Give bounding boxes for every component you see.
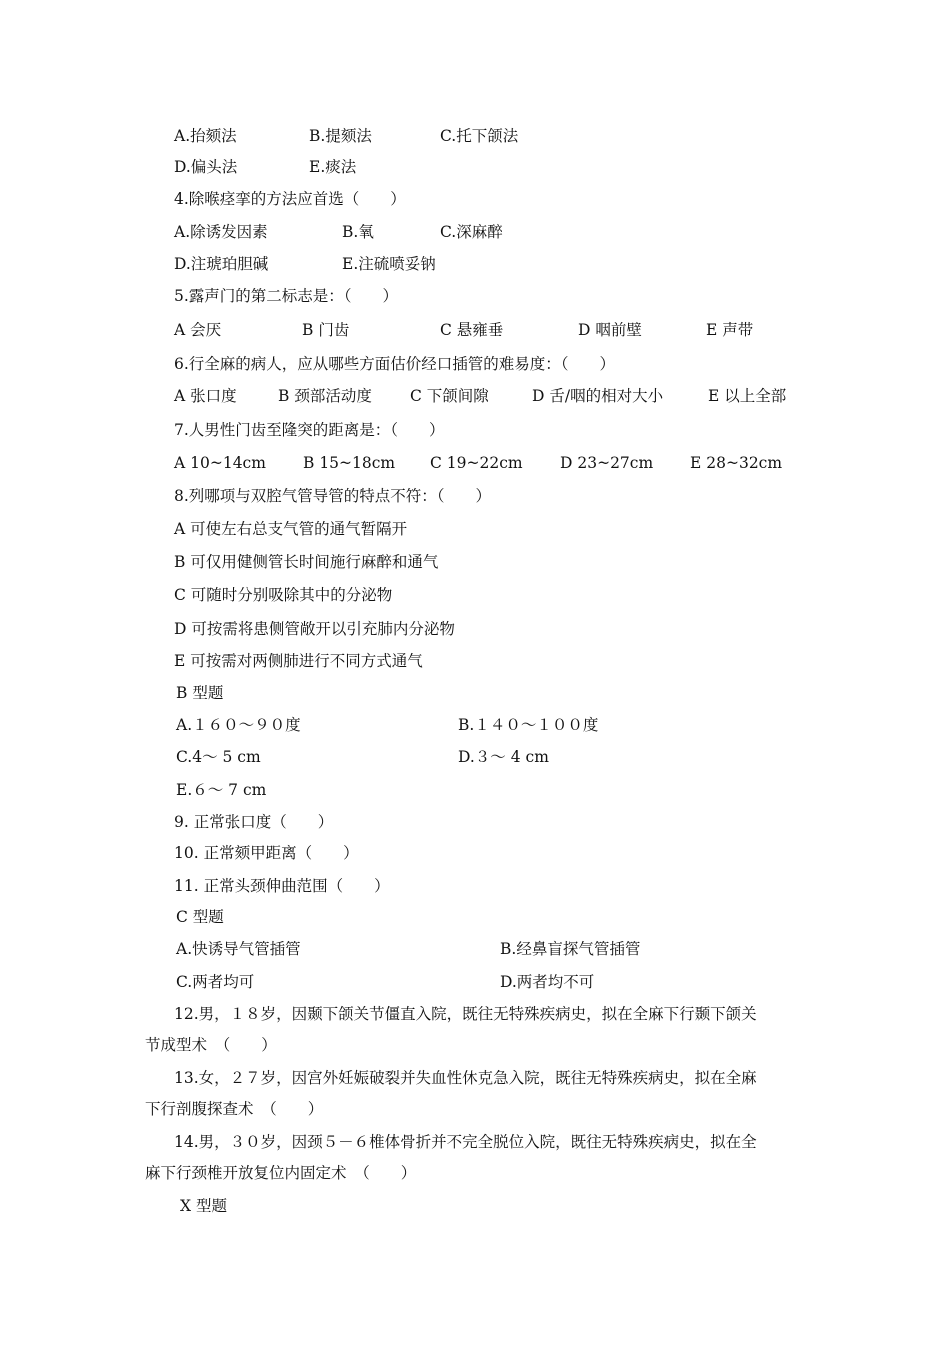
q8-option-a: A 可使左右总支气管的通气暂隔开: [174, 520, 408, 538]
q3-option-b: B.提颏法: [309, 127, 372, 145]
q6-option-c: C 下颌间隙: [410, 387, 489, 405]
q13-line-1: 13.女，２７岁，因宫外妊娠破裂并失血性休克急入院，既往无特殊疾病史，拟在全麻: [174, 1069, 757, 1087]
q7-option-a: A 10~14cm: [174, 454, 266, 472]
c-option-c: C.两者均可: [176, 973, 255, 991]
c-option-b: B.经鼻盲探气管插管: [500, 940, 641, 958]
q8-stem: 8.列哪项与双腔气管导管的特点不符：（ ）: [174, 487, 492, 505]
q3-option-c: C.托下颌法: [440, 127, 519, 145]
q7-option-e: E 28~32cm: [690, 454, 783, 472]
q7-option-d: D 23~27cm: [560, 454, 654, 472]
q8-option-e: E 可按需对两侧肺进行不同方式通气: [174, 652, 423, 670]
q3-option-a: A.抬颏法: [174, 127, 237, 145]
q12-line-1: 12.男，１８岁，因颞下颌关节僵直入院，既往无特殊疾病史，拟在全麻下行颞下颌关: [174, 1005, 757, 1023]
q12-line-2: 节成型术 （ ）: [145, 1036, 277, 1054]
b-option-c: C.4～ 5 cm: [176, 748, 261, 766]
q3-option-d: D.偏头法: [174, 158, 238, 176]
c-section-heading: C 型题: [176, 908, 224, 926]
q8-option-c: C 可随时分别吸除其中的分泌物: [174, 586, 393, 604]
q10-stem: 10. 正常颏甲距离（ ）: [174, 844, 359, 862]
q4-option-d: D.注琥珀胆碱: [174, 255, 269, 273]
q7-option-c: C 19~22cm: [430, 454, 523, 472]
x-section-heading: X 型题: [180, 1197, 227, 1215]
q6-option-e: E 以上全部: [708, 387, 787, 405]
c-option-d: D.两者均不可: [500, 973, 595, 991]
q7-stem: 7.人男性门齿至隆突的距离是：（ ）: [174, 421, 445, 439]
q5-option-a: A 会厌: [174, 321, 222, 339]
q8-option-b: B 可仅用健侧管长时间施行麻醉和通气: [174, 553, 439, 571]
q6-option-a: A 张口度: [174, 387, 237, 405]
q5-stem: 5.露声门的第二标志是：（ ）: [174, 287, 399, 305]
q11-stem: 11. 正常头颈伸曲范围（ ）: [174, 877, 390, 895]
q6-option-d: D 舌/咽的相对大小: [532, 387, 664, 405]
q14-line-1: 14.男，３０岁，因颈５－６椎体骨折并不完全脱位入院，既往无特殊疾病史，拟在全: [174, 1133, 757, 1151]
q4-option-a: A.除诱发因素: [174, 223, 268, 241]
q7-option-b: B 15~18cm: [303, 454, 396, 472]
q5-option-d: D 咽前壁: [578, 321, 642, 339]
q9-stem: 9. 正常张口度（ ）: [174, 813, 334, 831]
q6-stem: 6.行全麻的病人，应从哪些方面估价经口插管的难易度：（ ）: [174, 355, 616, 373]
c-option-a: A.快诱导气管插管: [176, 940, 301, 958]
q4-stem: 4.除喉痉挛的方法应首选（ ）: [174, 190, 406, 208]
b-option-d: D.３～ 4 cm: [458, 748, 549, 766]
q5-option-e: E 声带: [706, 321, 754, 339]
q5-option-c: C 悬雍垂: [440, 321, 504, 339]
q4-option-e: E.注硫喷妥钠: [342, 255, 436, 273]
q13-line-2: 下行剖腹探查术 （ ）: [145, 1100, 324, 1118]
q5-option-b: B 门齿: [302, 321, 350, 339]
q4-option-c: C.深麻醉: [440, 223, 503, 241]
b-section-heading: B 型题: [176, 684, 224, 702]
b-option-a: A.１６０～９０度: [176, 716, 301, 734]
q8-option-d: D 可按需将患侧管敞开以引充肺内分泌物: [174, 620, 455, 638]
q14-line-2: 麻下行颈椎开放复位内固定术 （ ）: [145, 1164, 417, 1182]
b-option-e: E.６～ 7 cm: [176, 781, 267, 799]
b-option-b: B.１４０～１００度: [458, 716, 599, 734]
q3-option-e: E.痰法: [309, 158, 357, 176]
q6-option-b: B 颈部活动度: [278, 387, 372, 405]
q4-option-b: B.氧: [342, 223, 374, 241]
